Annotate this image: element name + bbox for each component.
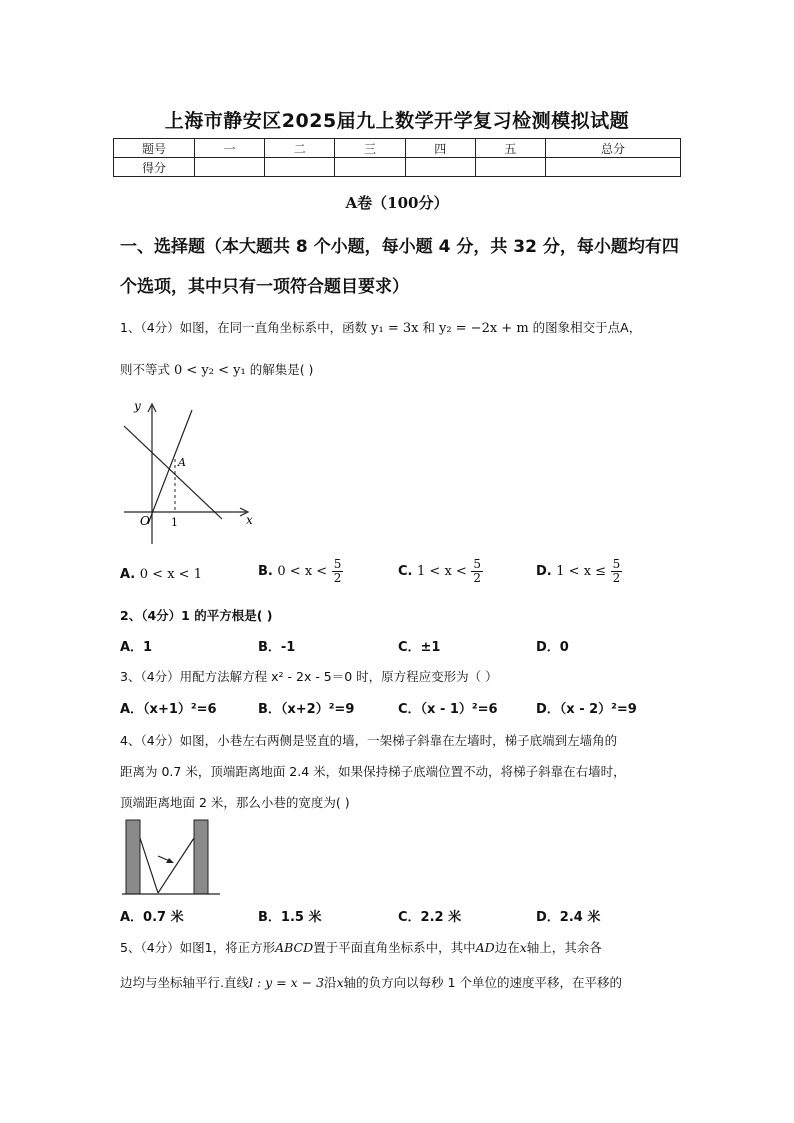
q5-square-name: ABCD [275, 940, 314, 955]
q5-axis-name: x [519, 940, 527, 955]
score-cell [475, 158, 545, 177]
score-cell [405, 158, 475, 177]
q5-text: 边在 [494, 940, 520, 955]
q3-option-d[interactable]: D．（x - 2）²=9 [536, 702, 637, 717]
q2-stem: 2、（4分）1 的平方根是( ) [120, 608, 273, 623]
q5-axis-name: x [336, 975, 344, 990]
score-header-cell: 题号 [114, 139, 195, 158]
q2-option-a[interactable]: A．1 [120, 640, 153, 655]
q1-suffix: 的图象相交于点A， [532, 320, 642, 335]
score-header-cell: 四 [405, 139, 475, 158]
fraction [471, 558, 483, 585]
q1-option-a[interactable] [120, 567, 202, 582]
option-label: C. [398, 564, 413, 580]
q3-option-c[interactable]: C．（x - 1）²=6 [398, 702, 498, 717]
option-label: D. [536, 564, 552, 580]
ladder-right [158, 838, 194, 893]
q1-function-1: y₁ = 3x [371, 321, 419, 336]
score-table [113, 138, 681, 177]
q5-text: 沿 [324, 975, 337, 990]
left-wall [126, 820, 140, 894]
q1-option-d[interactable] [536, 558, 622, 585]
q3-option-b[interactable]: B．（x+2）²=9 [258, 702, 355, 717]
q5-text: 5、（4分）如图1，将正方形 [120, 940, 276, 955]
q1-inequality: 0 < y₂ < y₁ [174, 363, 246, 378]
option-text: 0 < x < [277, 564, 328, 580]
q5-stem-line1 [120, 938, 690, 956]
q3-option-a[interactable]: A．（x+1）²=6 [120, 702, 217, 717]
q1-line2-suffix: 的解集是( ) [249, 362, 314, 377]
page-title: 上海市静安区2025届九上数学开学复习检测模拟试题 [164, 110, 630, 132]
q1-and: 和 [422, 320, 435, 335]
option-label: B. [258, 564, 273, 580]
q1-option-b[interactable] [258, 558, 343, 585]
option-label: A. [120, 567, 136, 582]
line-y2 [124, 426, 222, 519]
score-header-cell: 三 [335, 139, 405, 158]
q1-function-2: y₂ = −2x + m [438, 321, 529, 336]
fraction [611, 558, 623, 585]
fraction-numerator: 5 [333, 557, 342, 571]
q1-line2-prefix: 则不等式 [120, 362, 171, 377]
score-header-cell: 总分 [546, 139, 681, 158]
fraction-numerator: 5 [612, 557, 621, 571]
q4-option-c[interactable]: C．2.2 米 [398, 910, 462, 925]
score-header-cell: 五 [475, 139, 545, 158]
score-cell [265, 158, 335, 177]
q4-option-b[interactable]: B．1.5 米 [258, 910, 322, 925]
section-a-heading: A卷（100分） [345, 194, 449, 212]
q4-ladder-diagram [120, 816, 224, 900]
q5-stem-line2 [120, 973, 690, 991]
q3-stem: 3、（4分）用配方法解方程 x² - 2x - 5＝0 时，原方程应变形为（ ） [120, 669, 498, 684]
option-text: 0 < x < 1 [139, 567, 202, 582]
q2-option-d[interactable]: D．0 [536, 640, 569, 655]
q5-side-name: AD [475, 940, 495, 955]
score-table-header-row [114, 139, 681, 158]
q5-text: 轴的负方向以每秒 1 个单位的速度平移，在平移的 [343, 975, 623, 990]
q4-option-a[interactable]: A．0.7 米 [120, 910, 184, 925]
score-header-cell: 二 [265, 139, 335, 158]
q1-stem-line1 [120, 318, 690, 336]
fraction-denominator: 2 [333, 571, 342, 586]
q5-text: 轴上，其余各 [526, 940, 602, 955]
q4-stem-line2: 距离为 0.7 米，顶端距离地面 2.4 米，如果保持梯子底端位置不动，将梯子斜靠在右墙时， [120, 764, 626, 779]
q2-option-b[interactable]: B．-1 [258, 640, 296, 655]
option-text: 1 < x < [417, 564, 467, 580]
q1-stem-line2 [120, 360, 690, 378]
fraction-denominator: 2 [473, 571, 481, 586]
fraction-numerator: 5 [473, 557, 481, 571]
q4-stem-line3: 顶端距离地面 2 米，那么小巷的宽度为( ) [120, 795, 350, 810]
ladder-left [140, 838, 158, 893]
q5-line-equation: l : y = x − 3 [248, 975, 325, 990]
score-cell [195, 158, 265, 177]
score-cell [335, 158, 405, 177]
score-table-score-row [114, 158, 681, 177]
q5-text: 边均与坐标轴平行.直线 [120, 975, 249, 990]
q1-option-c[interactable] [398, 558, 483, 585]
q2-option-c[interactable]: C．±1 [398, 640, 441, 655]
tick-1-label: 1 [171, 516, 178, 529]
point-a-label: A [178, 456, 186, 469]
origin-label: O [140, 514, 150, 528]
right-wall [194, 820, 208, 894]
x-axis-label: x [246, 513, 253, 527]
option-text: 1 < x ≤ [556, 564, 607, 580]
score-row-label: 得分 [114, 158, 195, 177]
fraction-denominator: 2 [612, 571, 621, 586]
score-cell [546, 158, 681, 177]
fraction [332, 558, 344, 585]
q1-coordinate-graph [118, 396, 260, 548]
q5-text: 置于平面直角坐标系中，其中 [313, 940, 476, 955]
q1-prefix: 1、（4分）如图，在同一直角坐标系中，函数 [120, 320, 368, 335]
q4-option-d[interactable]: D．2.4 米 [536, 910, 601, 925]
score-header-cell: 一 [195, 139, 265, 158]
section-1-heading: 一、选择题（本大题共 8 个小题，每小题 4 分，共 32 分，每小题均有四个选项，其中只有一项符合题目要求） [120, 237, 679, 297]
y-axis-label: y [134, 399, 141, 413]
q4-stem-line1: 4、（4分）如图，小巷左右两侧是竖直的墙，一架梯子斜靠在左墙时，梯子底端到左墙角的 [120, 733, 618, 748]
